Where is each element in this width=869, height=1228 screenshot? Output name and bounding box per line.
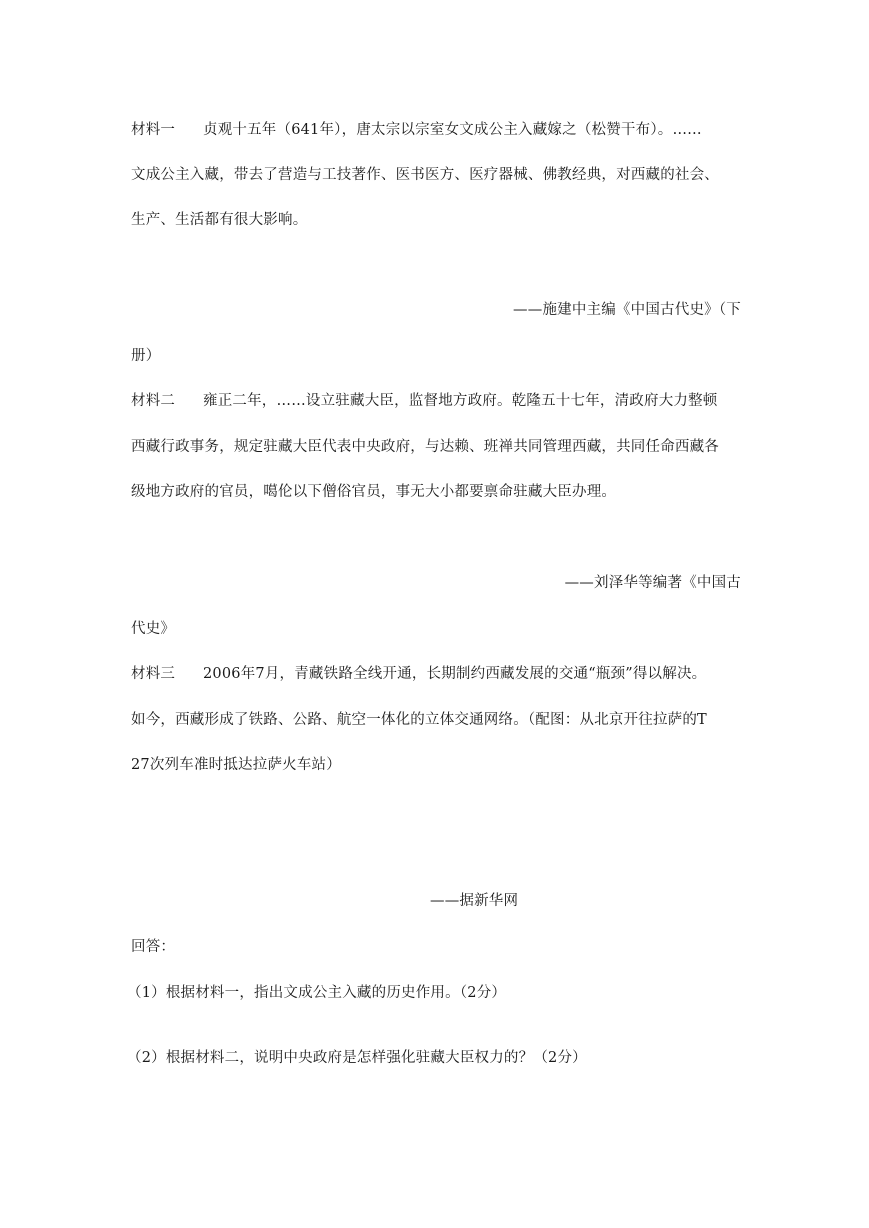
answer-heading: 回答： <box>131 939 176 955</box>
material2-line3: 级地方政府的官员，噶伦以下僧俗官员，事无大小都要禀命驻藏大臣办理。 <box>131 484 617 500</box>
material2-text1: 雍正二年，……设立驻藏大臣，监督地方政府。乾隆五十七年，清政府大力整顿 <box>203 393 718 409</box>
material2-label: 材料二 <box>131 393 176 409</box>
material2-source-cont: 代史》 <box>131 621 176 637</box>
material2-line2: 西藏行政事务，规定驻藏大臣代表中央政府，与达赖、班禅共同管理西藏，共同任命西藏各 <box>131 439 719 455</box>
material1-line2: 文成公主入藏，带去了营造与工技著作、医书医方、医疗器械、佛教经典，对西藏的社会、 <box>131 167 719 183</box>
material3-source: ——据新华网 <box>430 893 519 909</box>
material2-line1 <box>131 391 741 411</box>
material1-line1 <box>131 120 741 140</box>
material1-label: 材料一 <box>131 122 176 138</box>
question-1: （1）根据材料一，指出文成公主入藏的历史作用。（2分） <box>127 985 507 1001</box>
material1-source: ——施建中主编《中国古代史》（下 <box>513 302 741 318</box>
material3-text1: 2006年7月，青藏铁路全线开通，长期制约西藏发展的交通“瓶颈”得以解决。 <box>203 666 707 682</box>
material1-line3: 生产、生活都有很大影响。 <box>131 212 308 228</box>
material3-line3: 27次列车准时抵达拉萨火车站） <box>131 757 341 773</box>
material1-source-cont: 册） <box>131 348 161 364</box>
material3-line1 <box>131 664 741 684</box>
material3-label: 材料三 <box>131 666 176 682</box>
material2-source: ——刘泽华等编著《中国古 <box>564 575 741 591</box>
material1-text1: 贞观十五年（641年），唐太宗以宗室女文成公主入藏嫁之（松赞干布）。…… <box>203 122 702 138</box>
question-2: （2）根据材料二，说明中央政府是怎样强化驻藏大臣权力的？（2分） <box>127 1050 587 1066</box>
material3-line2: 如今，西藏形成了铁路、公路、航空一体化的立体交通网络。（配图：从北京开往拉萨的T <box>131 712 707 728</box>
